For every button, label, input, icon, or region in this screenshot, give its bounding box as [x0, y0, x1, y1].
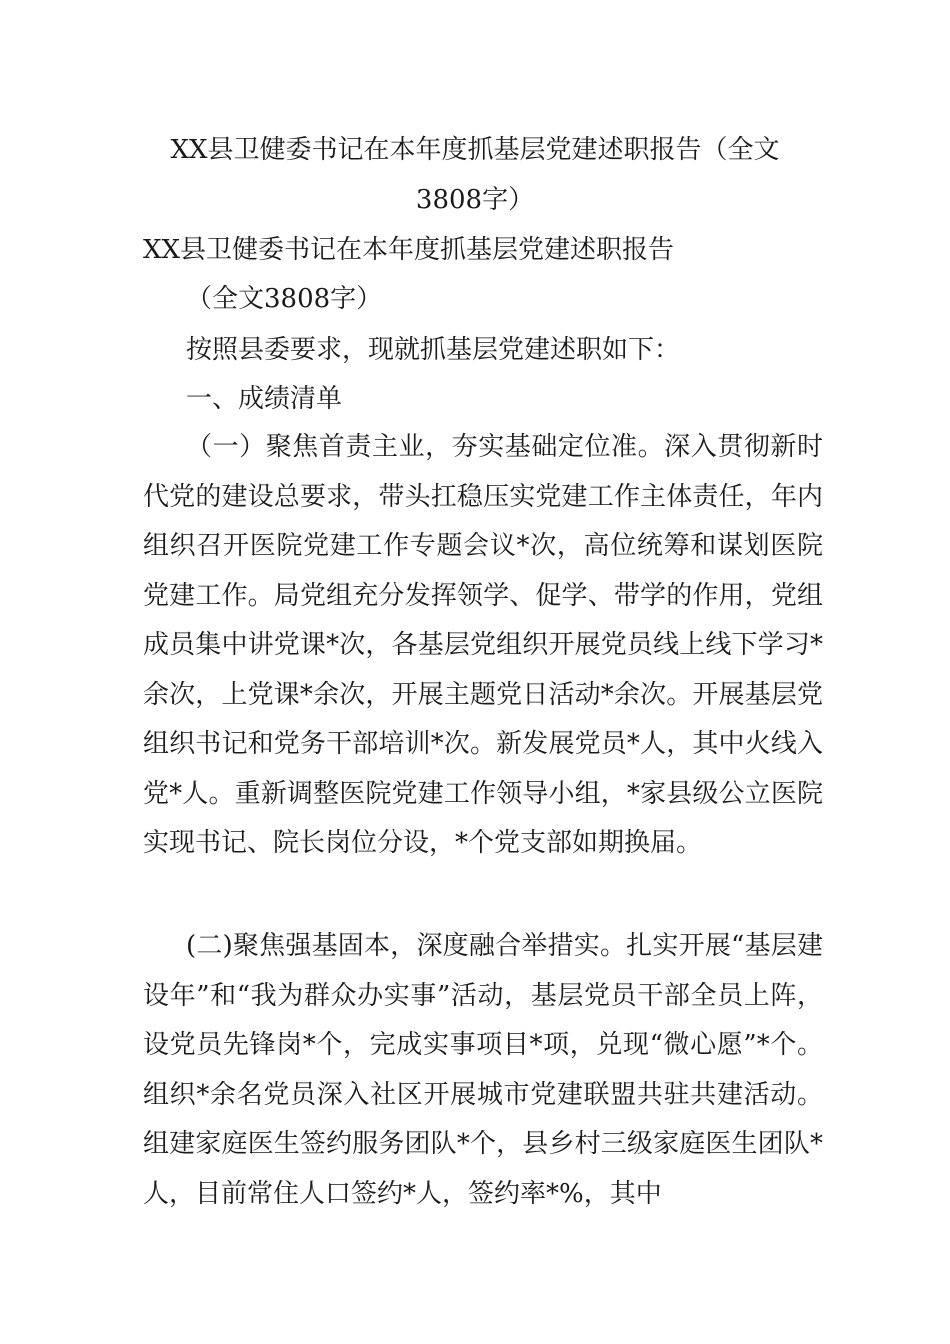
- section-heading: 一、成绩清单: [186, 384, 343, 414]
- intro-paragraph: 按照县委要求，现就抓基层党建述职如下：: [186, 335, 681, 365]
- document-subtitle-note: （全文3808字）: [186, 284, 383, 314]
- document-title-line-2: 3808字）: [415, 185, 535, 215]
- document-subtitle: XX县卫健委书记在本年度抓基层党建述职报告: [143, 235, 675, 265]
- document-title-line-1: XX县卫健委书记在本年度抓基层党建述职报告（全文: [170, 135, 780, 165]
- body-paragraph-1: （一）聚焦首责主业，夯实基础定位准。深入贯彻新时代党的建设总要求，带头扛稳压实党建工作主体责任，年内组织召开医院党建工作专题会议*次，高位统筹和谋划医院党建工作。局党组充分发挥领学、促学、带学的作用，党组成员集中讲党课*次，各基层党组织开展党员线上线下学习*余次，上党课*余次，开展主题党日活动*余次。开展基层党组织书记和党务干部培训*次。新发展党员*人，其中火线入党*人。重新调整医院党建工作领导小组，*家县级公立医院实现书记、院长岗位分设，*个党支部如期换届。: [143, 432, 823, 858]
- body-paragraph-2: (二)聚焦强基固本，深度融合举措实。扎实开展“基层建设年”和“我为群众办实事”活动，基层党员干部全员上阵，设党员先锋岗*个，完成实事项目*项，兑现“微心愿”*个。组织*余名党员深入社区开展城市党建联盟共驻共建活动。组建家庭医生签约服务团队*个，县乡村三级家庭医生团队*人，目前常住人口签约*人，签约率*%，其中: [143, 931, 823, 1209]
